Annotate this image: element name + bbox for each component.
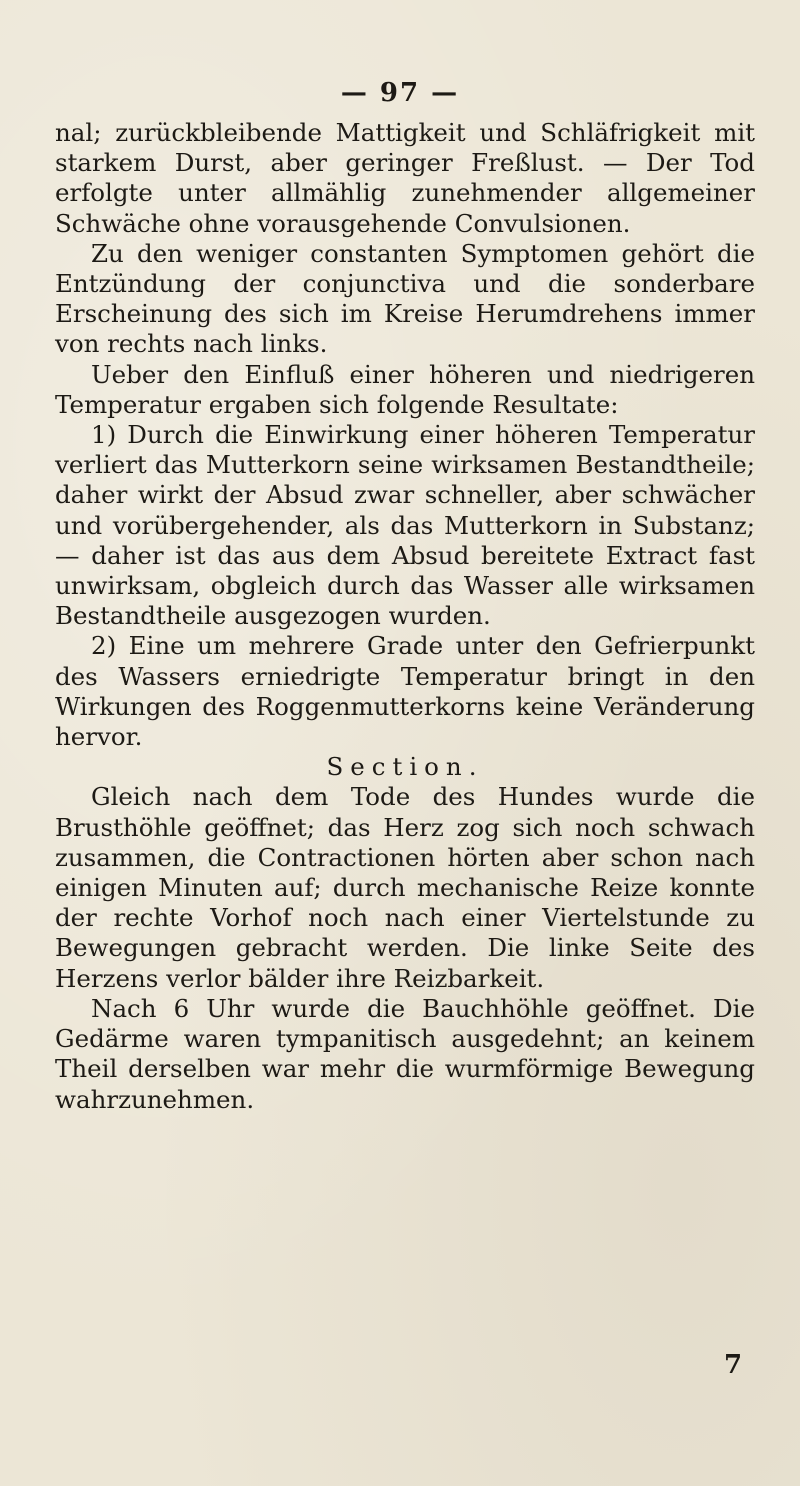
paragraph-temperature-intro: Ueber den Einfluß einer höheren und niedrigeren Temperatur ergaben sich folgende Resultate: xyxy=(55,359,755,419)
paragraph-result-2: 2) Eine um mehrere Grade unter den Gefrierpunkt des Wassers erniedrigte Temperatur bringt in den Wirkungen des Roggenmutterkorns keine Veränderung hervor. xyxy=(55,631,755,752)
page-number-header: — 97 — xyxy=(340,78,460,108)
section-heading: Section. xyxy=(326,752,484,782)
paragraph-symptoms: Zu den weniger constanten Symptomen gehört die Entzündung der conjunctiva und die sonderbare Erscheinung des sich im Kreise Herumdrehens immer von rechts nach links. xyxy=(55,238,755,359)
paragraph-continuation: nal; zurückbleibende Mattigkeit und Schläfrigkeit mit starkem Durst, aber geringer Freßlust. — Der Tod erfolgte unter allmählig zunehmender allgemeiner Schwäche ohne vorausgehende Convulsionen. xyxy=(55,118,755,238)
signature-mark: 7 xyxy=(724,1350,743,1380)
body-text xyxy=(55,118,755,1115)
paragraph-result-1: 1) Durch die Einwirkung einer höheren Temperatur verliert das Mutterkorn seine wirksamen Bestandtheile; daher wirkt der Absud zwar schneller, aber schwächer und vorübergehender, als das Mutterkorn in Substanz; — daher ist das aus dem Absud bereitete Extract fast unwirksam, obgleich durch das Wasser alle wirksamen Bestandtheile ausgezogen wurden. xyxy=(55,420,755,631)
paragraph-section-chest: Gleich nach dem Tode des Hundes wurde die Brusthöhle geöffnet; das Herz zog sich noch schwach zusammen, die Contractionen hörten aber schon nach einigen Minuten auf; durch mechanische Reize konnte der rechte Vorhof noch nach einer Viertelstunde zu Bewegungen gebracht werden. Die linke Seite des Herzens verlor bälder ihre Reizbarkeit. xyxy=(55,782,755,993)
paragraph-section-abdomen: Nach 6 Uhr wurde die Bauchhöhle geöffnet. Die Gedärme waren tympanitisch ausgedehnt; an keinem Theil derselben war mehr die wurmförmige Bewegung wahrzunehmen. xyxy=(55,993,755,1114)
